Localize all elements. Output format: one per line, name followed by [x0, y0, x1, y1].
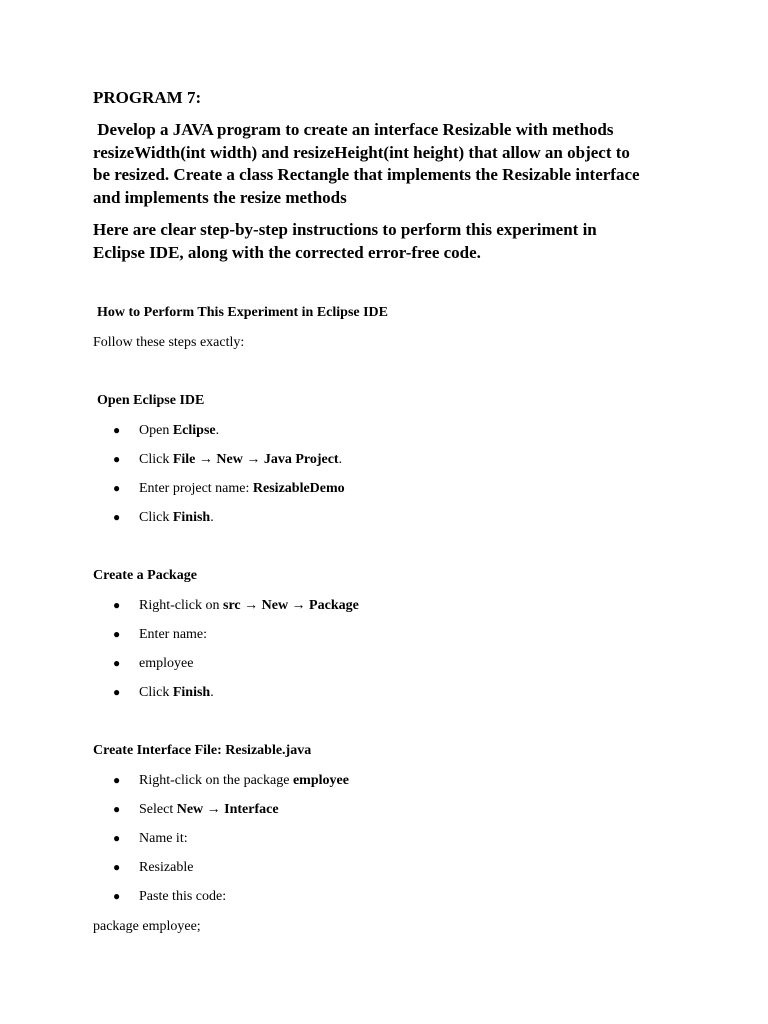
intro-line: Here are clear step-by-step instructions to perform this experiment in	[93, 220, 597, 239]
list-item: ● Resizable	[113, 860, 194, 875]
how-to-heading: How to Perform This Experiment in Eclipse IDE	[97, 305, 389, 320]
bullet-icon: ●	[113, 510, 121, 524]
follow-text: Follow these steps exactly:	[93, 335, 245, 350]
list-item: ● Enter project name: ResizableDemo	[113, 481, 345, 496]
bullet-icon: ●	[113, 773, 121, 787]
task-description	[93, 119, 693, 209]
list-item: ● employee	[113, 656, 194, 671]
list-item: ● Right-click on the package employee	[113, 773, 349, 788]
task-line: and implements the resize methods	[93, 187, 347, 207]
bullet-icon: ●	[113, 831, 121, 845]
task-line: be resized. Create a class Rectangle that implements the Resizable interface	[93, 165, 640, 184]
code-line: package employee;	[93, 919, 201, 934]
intro-paragraph	[93, 219, 693, 264]
bullet-icon: ●	[113, 481, 121, 495]
list-item: ● Paste this code:	[113, 889, 227, 904]
list-item: ● Click Finish.	[113, 685, 214, 700]
list-item: ● Click Finish.	[113, 510, 214, 525]
list-item: ● Click File → New → Java Project.	[113, 452, 343, 467]
section-heading-create-package: Create a Package	[93, 568, 197, 583]
bullet-icon: ●	[113, 423, 121, 437]
bullet-icon: ●	[113, 802, 121, 816]
task-line: resizeWidth(int width) and resizeHeight(int height) that allow an object to	[93, 142, 630, 162]
bullet-icon: ●	[113, 627, 121, 641]
bullet-icon: ●	[113, 889, 121, 903]
bullet-icon: ●	[113, 452, 121, 466]
bullet-icon: ●	[113, 656, 121, 670]
section-heading-open-eclipse: Open Eclipse IDE	[97, 393, 205, 408]
list-item: ● Select New → Interface	[113, 802, 279, 817]
section-heading-create-interface: Create Interface File: Resizable.java	[93, 743, 312, 758]
bullet-icon: ●	[113, 860, 121, 874]
program-heading: PROGRAM 7:	[93, 88, 202, 107]
intro-line: Eclipse IDE, along with the corrected error-free code.	[93, 242, 481, 262]
list-item: ● Open Eclipse.	[113, 423, 220, 438]
list-item: ● Right-click on src → New → Package	[113, 598, 359, 613]
list-item: ● Name it:	[113, 831, 188, 846]
list-item: ● Enter name:	[113, 627, 208, 642]
task-line: Develop a JAVA program to create an interface Resizable with methods	[93, 120, 614, 139]
bullet-icon: ●	[113, 685, 121, 699]
bullet-icon: ●	[113, 598, 121, 612]
